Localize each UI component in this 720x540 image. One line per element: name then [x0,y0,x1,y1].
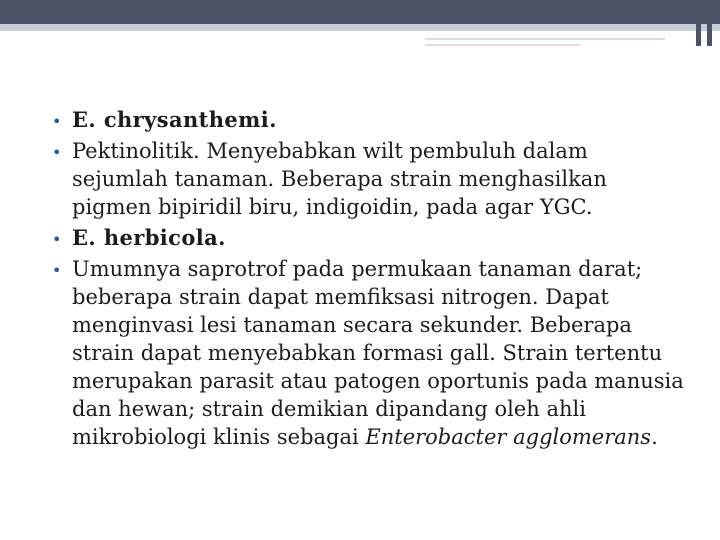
description-text: Pektinolitik. Menyebabkan wilt pembuluh dalam sejumlah tanaman. Beberapa strain menghasilkan pigmen bipiridil biru, indigoidin, pada agar YGC. [72,139,607,219]
list-item [50,106,690,134]
description-text: Umumnya saprotrof pada permukaan tanaman darat; beberapa strain dapat memfiksasi nitrogen. Dapat menginvasi lesi tanaman secara sekunder. Beberapa strain dapat menyebabkan formasi gall. Strain tertentu merupakan parasit atau patogen oportunis pada manusia dan hewan; strain demikian dipandang oleh ahli mikrobiologi klinis sebagai [72,257,684,449]
punctuation: . [651,425,658,449]
scientific-name: Enterobacter agglomerans [365,425,652,449]
accent-line-short [425,44,580,46]
bullet-list [50,106,690,451]
list-item [50,224,690,252]
corner-bar [707,0,712,46]
header-bar [0,0,720,24]
list-item [50,137,690,221]
slide-body [50,106,690,454]
species-name: E. herbicola. [72,225,226,250]
bullet-icon: • [52,112,62,131]
species-name: E. chrysanthemi. [72,107,277,132]
accent-line [425,38,665,40]
bullet-icon: • [52,143,62,162]
bullet-icon: • [52,261,62,280]
header-rule [0,24,720,31]
bullet-icon: • [52,230,62,249]
list-item [50,255,690,451]
corner-bar [696,0,701,46]
